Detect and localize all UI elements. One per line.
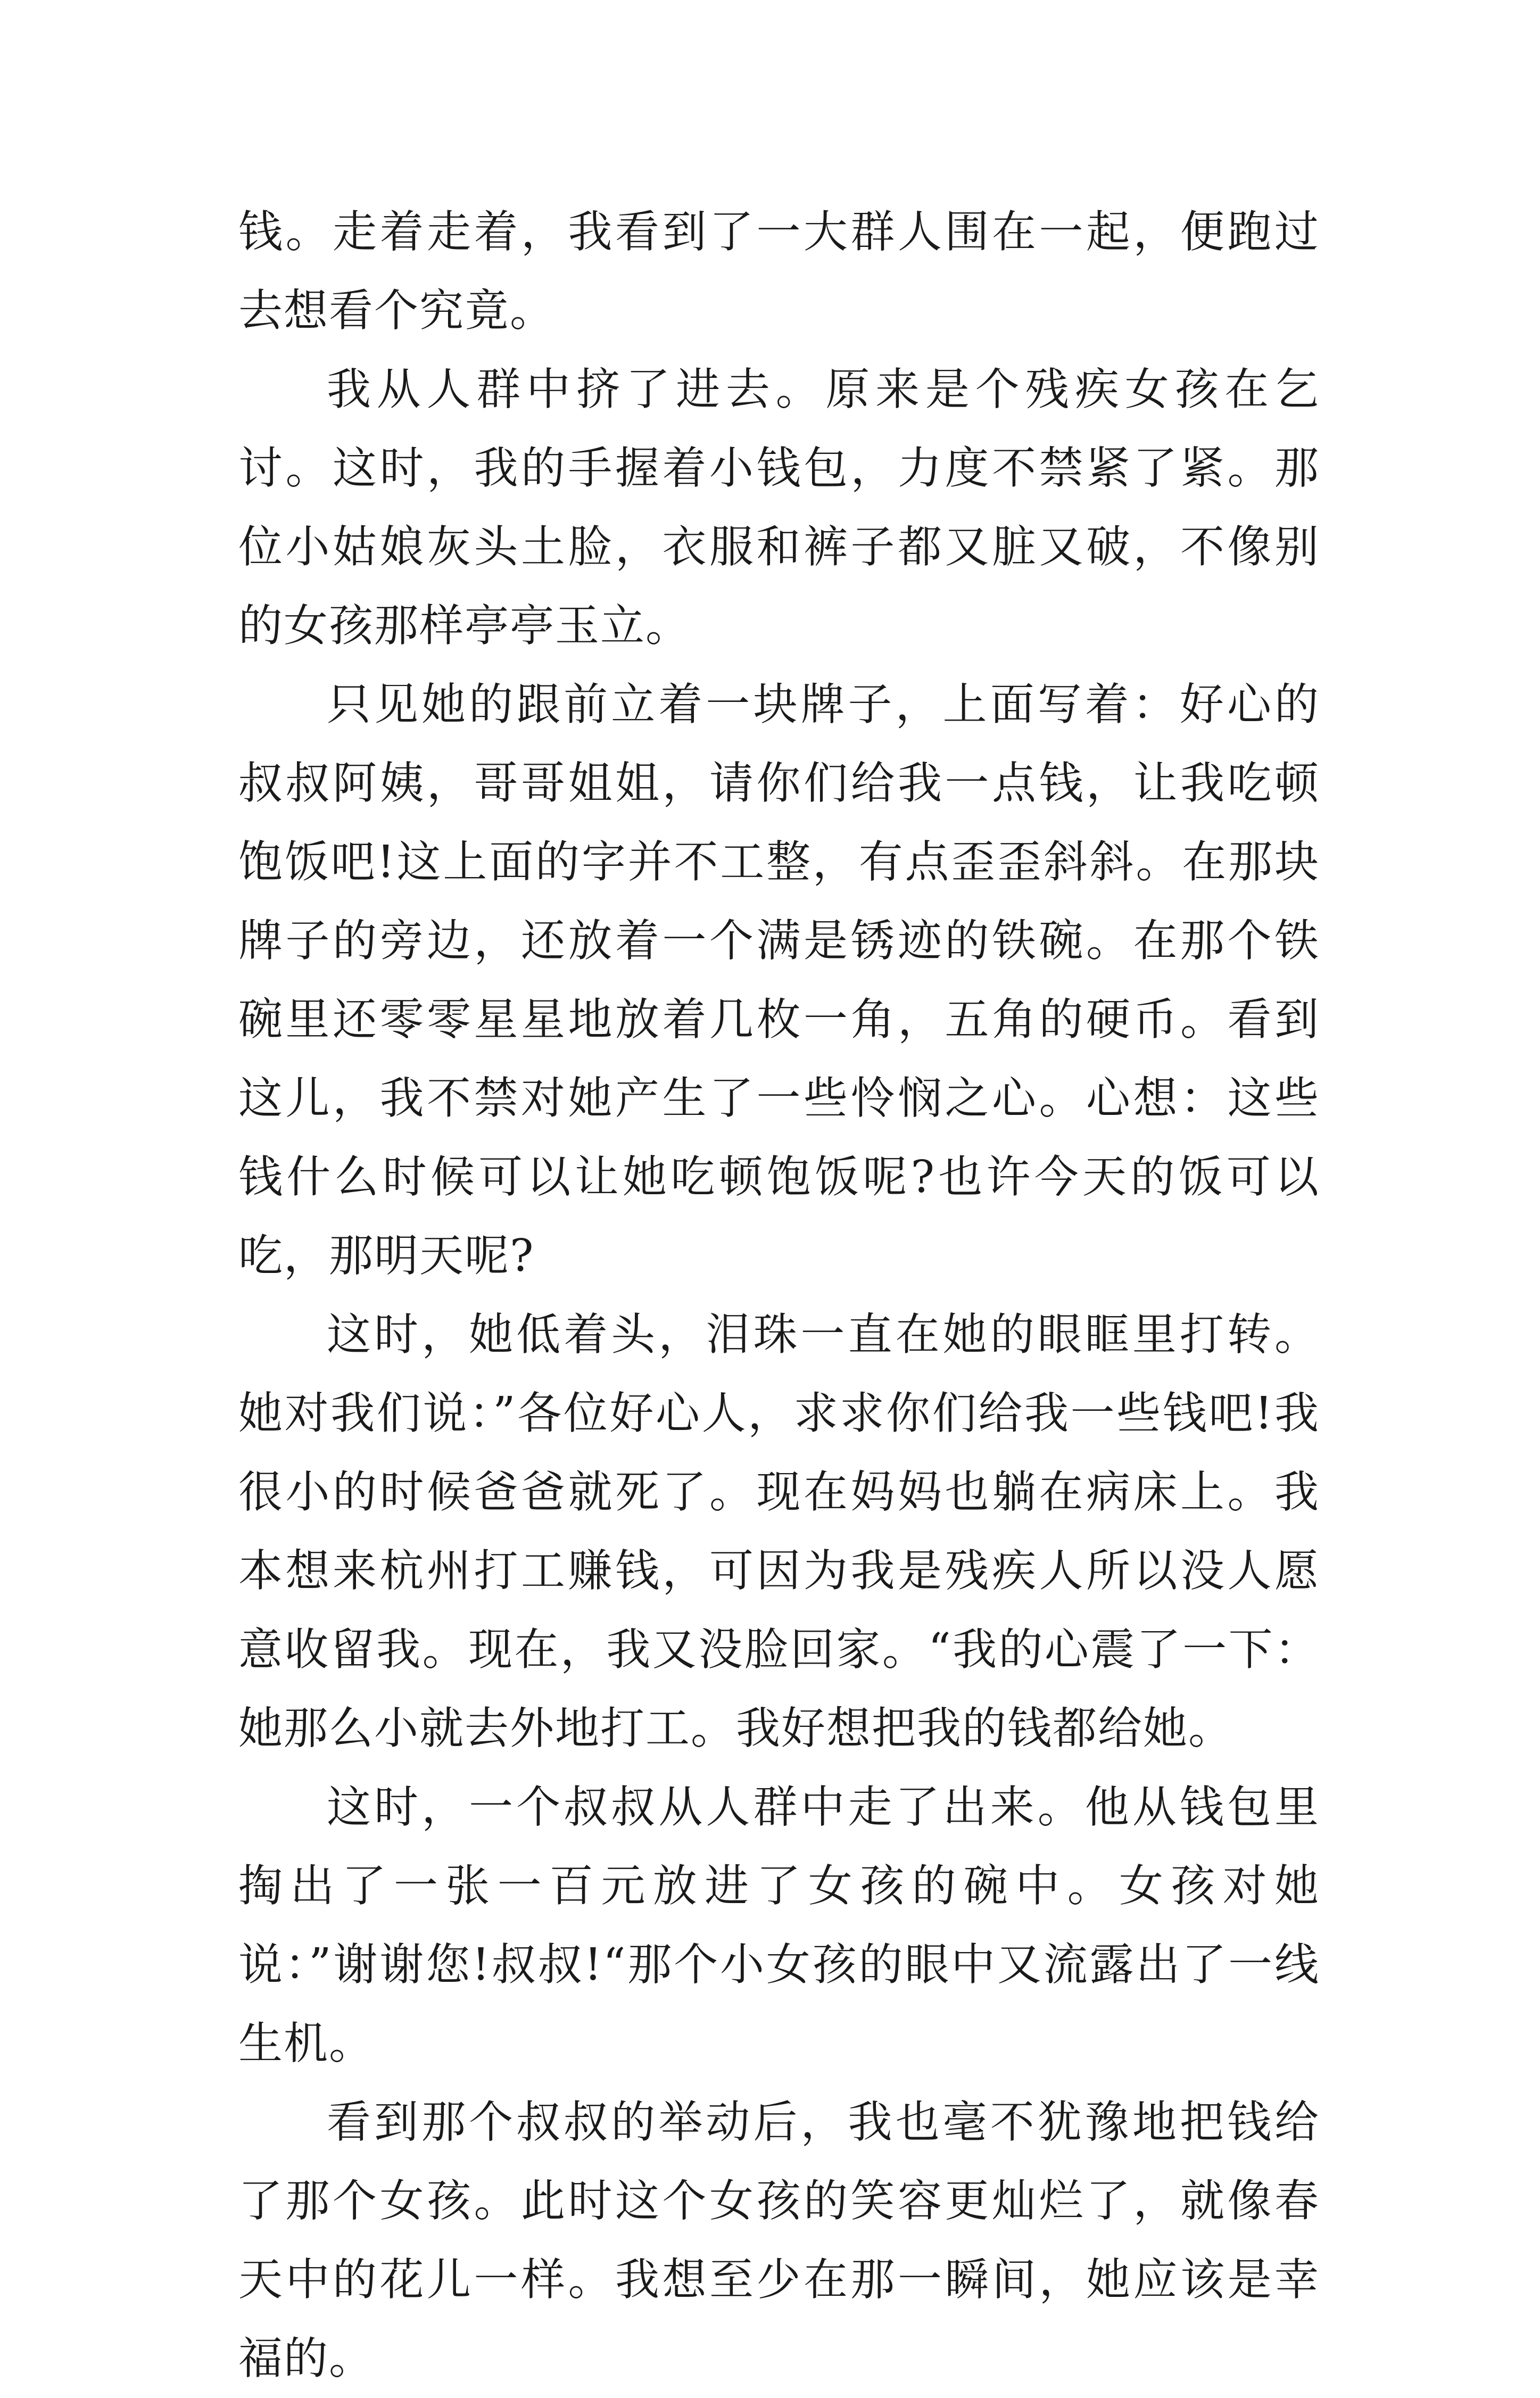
paragraph-5: 这时，一个叔叔从人群中走了出来。他从钱包里掏出了一张一百元放进了女孩的碗中。女孩对她说：”谢谢您!叔叔!“那个小女孩的眼中又流露出了一线生机。 [238, 1781, 1320, 2069]
paragraph-3: 只见她的跟前立着一块牌子，上面写着：好心的叔叔阿姨，哥哥姐姐，请你们给我一点钱，让我吃顿饱饭吧!这上面的字并不工整，有点歪歪斜斜。在那块牌子的旁边，还放着一个满是锈迹的铁碗。在那个铁碗里还零零星星地放着几枚一角，五角的硬币。看到这儿，我不禁对她产生了一些怜悯之心。心想：这些钱什么时候可以让她吃顿饱饭呢?也许今天的饭可以吃，那明天呢? [238, 679, 1320, 1281]
document-page [238, 193, 1320, 2398]
paragraph-6: 看到那个叔叔的举动后，我也毫不犹豫地把钱给了那个女孩。此时这个女孩的笑容更灿烂了，就像春天中的花儿一样。我想至少在那一瞬间，她应该是幸福的。 [238, 2096, 1320, 2384]
paragraph-2: 我从人群中挤了进去。原来是个残疾女孩在乞讨。这时，我的手握着小钱包，力度不禁紧了紧。那位小姑娘灰头土脸，衣服和裤子都又脏又破，不像别的女孩那样亭亭玉立。 [238, 363, 1320, 651]
paragraph-4: 这时，她低着头，泪珠一直在她的眼眶里打转。她对我们说：”各位好心人，求求你们给我一些钱吧!我很小的时候爸爸就死了。现在妈妈也躺在病床上。我本想来杭州打工赚钱，可因为我是残疾人所以没人愿意收留我。现在，我又没脸回家。“我的心震了一下：她那么小就去外地打工。我好想把我的钱都给她。 [238, 1309, 1320, 1754]
paragraph-1: 钱。走着走着，我看到了一大群人围在一起，便跑过去想看个究竟。 [238, 206, 1320, 336]
